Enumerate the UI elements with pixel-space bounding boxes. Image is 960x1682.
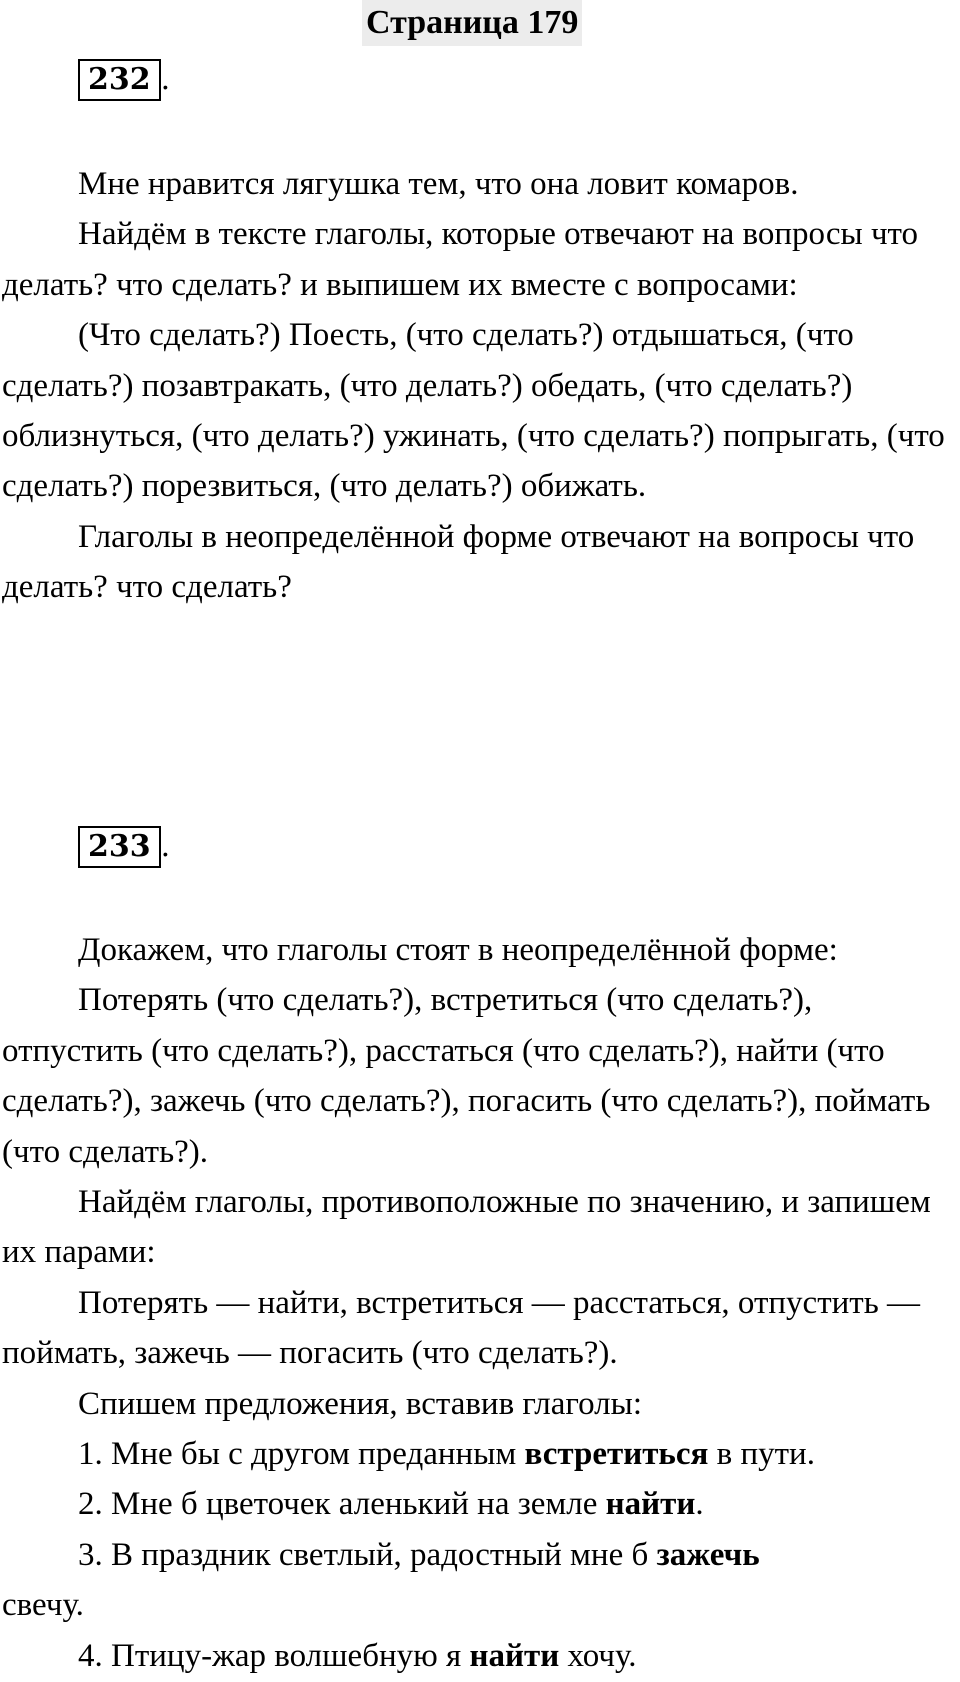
paragraph: Спишем предложения, вставив глаголы: [78, 1385, 642, 1422]
inserted-verb: найти [469, 1637, 560, 1674]
task-number-box: 232 [78, 59, 161, 101]
inserted-verb: встретиться [524, 1436, 709, 1473]
sentence-text: хочу. [559, 1637, 637, 1674]
task-number-dot: . [160, 62, 171, 97]
sentence-4 [2, 1631, 958, 1681]
task-number-dot: . [160, 829, 171, 864]
sentence-3 [2, 1530, 958, 1580]
sentence-text: в пути. [708, 1436, 815, 1473]
sentence-text: 3. В праздник светлый, радостный мне б [78, 1536, 657, 1573]
paragraph: Найдём в тексте глаголы, которые отвечают на вопросы что делать? что сделать? и выпишем их вместе с вопросами: [2, 216, 919, 303]
inserted-verb: найти [605, 1486, 696, 1523]
sentence-text: 1. Мне бы с другом преданным [78, 1436, 525, 1473]
sentence-text: 2. Мне б цветочек аленький на земле [78, 1486, 606, 1523]
task-232-text [2, 159, 958, 613]
task-number-233 [78, 826, 170, 868]
paragraph: Потерять — найти, встретиться — расстаться, отпустить — поймать, зажечь — погасить (что сделать?). [2, 1284, 920, 1372]
sentence-2 [2, 1479, 958, 1529]
paragraph: Потерять (что сделать?), встретиться (что сделать?), отпустить (что сделать?), расстаться (что сделать?), найти (что сделать?), зажечь (что сделать?), погасить (что сделать?), поймать (что сделать?). [2, 982, 931, 1170]
sentence-1 [2, 1429, 958, 1479]
task-233-text [2, 925, 958, 1681]
paragraph: (Что сделать?) Поесть, (что сделать?) отдышаться, (что сделать?) позавтракать, (что делать?) обедать, (что сделать?) облизнуться, (что делать?) ужинать, (что сделать?) попрыгать, (что сделать?) порезвиться, (что делать?) обижать. [2, 317, 945, 505]
sentence-text: . [695, 1486, 704, 1523]
task-number-232 [78, 59, 170, 101]
inserted-verb: зажечь [656, 1536, 760, 1573]
paragraph: Докажем, что глаголы стоят в неопределённой форме: [78, 932, 838, 968]
paragraph: Глаголы в неопределённой форме отвечают на вопросы что делать? что сделать? [2, 518, 915, 606]
task-number-box: 233 [78, 826, 161, 868]
paragraph: Мне нравится лягушка тем, что она ловит комаров. [78, 166, 799, 202]
sentence-3-continuation: свечу. [2, 1587, 84, 1624]
paragraph: Найдём глаголы, противоположные по значению, и запишем их парами: [2, 1184, 931, 1271]
page-title: Страница 179 [362, 0, 582, 46]
sentence-text: 4. Птицу-жар волшебную я [78, 1637, 470, 1674]
